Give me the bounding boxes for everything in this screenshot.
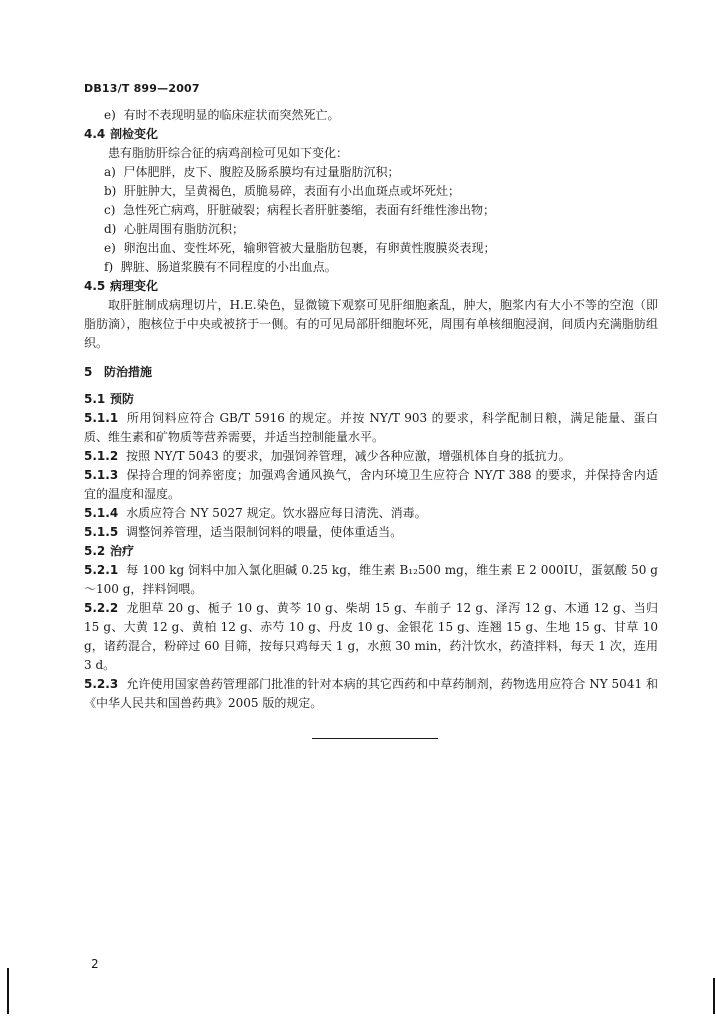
end-of-document-rule [312, 738, 438, 739]
section-number: 5 [84, 365, 93, 379]
section-title: 剖检变化 [110, 127, 159, 141]
section-title: 病理变化 [110, 279, 159, 293]
clause-text: 水质应符合 NY 5027 规定。饮水器应每日清洗、消毒。 [126, 506, 427, 520]
list-item-text: 尸体肥胖，皮下、腹腔及肠系膜均有过量脂肪沉积； [123, 165, 400, 179]
clause-5-2-1 [84, 561, 658, 599]
document-body [84, 106, 658, 713]
clause-text: 所用饲料应符合 GB/T 5916 的规定。并按 NY/T 903 的要求，科学配制日粮，满足能量、蛋白质、维生素和矿物质等营养需要，并适当控制能量水平。 [84, 411, 658, 444]
clause-number: 5.1.2 [84, 449, 119, 463]
clause-number: 5.1.1 [84, 411, 119, 425]
list-item [84, 163, 658, 182]
clause-number: 5.1.5 [84, 525, 119, 539]
section-title: 治疗 [110, 544, 135, 558]
pathology-paragraph: 取肝脏制成病理切片，H.E.染色，显微镜下观察可见肝细胞紊乱，肿大，胞浆内有大小不等的空泡（即脂肪滴），胞核位于中央或被挤于一侧。有的可见局部肝细胞坏死，周围有单核细胞浸润，间质内充满脂肪组织。 [84, 298, 658, 350]
clause-5-2-2 [84, 599, 658, 675]
clause-number: 5.2.2 [84, 601, 119, 615]
list-item-text: 有时不表现明显的临床症状而突然死亡。 [123, 108, 340, 122]
clause-5-1-5 [84, 523, 658, 542]
clause-text: 调整饲养管理，适当限制饲料的喂量，使体重适当。 [126, 525, 403, 539]
section-heading-5-2 [84, 542, 658, 561]
clause-5-1-1 [84, 409, 658, 447]
list-item-text: 脾脏、肠道浆膜有不同程度的小出血点。 [120, 260, 337, 274]
list-item [84, 106, 658, 125]
list-item [84, 182, 658, 201]
clause-text: 龙胆草 20 g、栀子 10 g、黄芩 10 g、柴胡 15 g、车前子 12 g、泽泻 12 g、木通 12 g、当归 15 g、大黄 12 g、黄柏 12 g、赤芍 10 g、丹皮 10 g、金银花 15 g、连翘 15 g、生地 15 g、甘草 10 g，诸药混合，粉碎过 60 目筛，按每只鸡每天 1 g，水煎 30 min，药汁饮水，药渣拌料，每天 1 次，连用 3 d。 [84, 601, 658, 672]
list-item [84, 258, 658, 277]
scan-edge-mark-right [713, 978, 715, 1014]
list-item-text: 卵泡出血、变性坏死，输卵管被大量脂肪包裹，有卵黄性腹膜炎表现； [123, 241, 496, 255]
list-item [84, 220, 658, 239]
clause-number: 5.1.4 [84, 506, 119, 520]
section-number: 5.1 [84, 392, 106, 406]
clause-text: 按照 NY/T 5043 的要求，加强饲养管理，减少各种应激，增强机体自身的抵抗力。 [126, 449, 571, 463]
list-item-label: b) [104, 184, 117, 198]
section-title: 预防 [110, 392, 135, 406]
section-heading-5 [84, 363, 658, 382]
list-item-label: f) [104, 260, 114, 274]
clause-number: 5.2.3 [84, 677, 119, 691]
clause-5-2-3 [84, 675, 658, 713]
section-heading-4-5 [84, 277, 658, 296]
list-item-label: d) [104, 222, 117, 236]
clause-number: 5.2.1 [84, 563, 119, 577]
section-title: 防治措施 [104, 365, 153, 379]
section-number: 4.4 [84, 127, 106, 141]
clause-text: 允许使用国家兽药管理部门批准的针对本病的其它西药和中草药制剂，药物选用应符合 NY 5041 和《中华人民共和国兽药典》2005 版的规定。 [84, 677, 658, 710]
list-item-text: 肝脏肿大，呈黄褐色，质脆易碎，表面有小出血斑点或坏死灶； [124, 184, 461, 198]
section-intro: 患有脂肪肝综合征的病鸡剖检可见如下变化： [108, 146, 349, 160]
list-item-label: e) [104, 108, 116, 122]
section-number: 5.2 [84, 544, 106, 558]
list-item-text: 心脏周围有脂肪沉积； [124, 222, 245, 236]
clause-5-1-2 [84, 447, 658, 466]
list-item-label: a) [104, 165, 116, 179]
list-item-label: c) [104, 203, 116, 217]
section-heading-4-4 [84, 125, 658, 144]
clause-number: 5.1.3 [84, 468, 119, 482]
scan-edge-mark-left [7, 968, 9, 1014]
clause-5-1-4 [84, 504, 658, 523]
clause-text: 保持合理的饲养密度；加强鸡舍通风换气，舍内环境卫生应符合 NY/T 388 的要求，并保持舍内适宜的温度和湿度。 [84, 468, 658, 501]
list-item-text: 急性死亡病鸡，肝脏破裂；病程长者肝脏萎缩，表面有纤维性渗出物； [123, 203, 496, 217]
list-item-label: e) [104, 241, 116, 255]
section-heading-5-1 [84, 390, 658, 409]
section-number: 4.5 [84, 279, 106, 293]
document-code-header: DB13/T 899—2007 [84, 82, 200, 95]
page-number: 2 [91, 957, 99, 971]
list-item [84, 239, 658, 258]
list-item [84, 201, 658, 220]
clause-5-1-3 [84, 466, 658, 504]
clause-text: 每 100 kg 饲料中加入氯化胆碱 0.25 kg，维生素 B₁₂500 mg，维生素 E 2 000IU，蛋氨酸 50 g～100 g，拌料饲喂。 [84, 563, 658, 596]
